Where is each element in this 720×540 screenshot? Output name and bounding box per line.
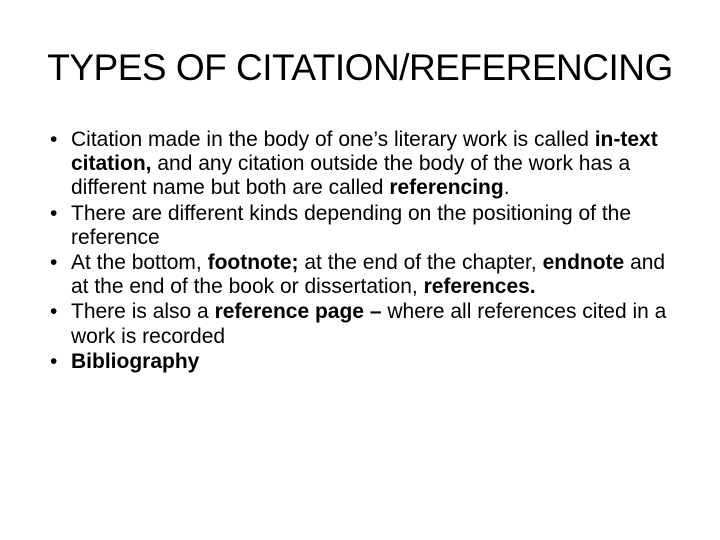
- bold-text: references.: [423, 275, 536, 299]
- text-segment: At the bottom,: [71, 251, 208, 275]
- bold-text: Bibliography: [71, 349, 200, 373]
- bullet-dot-icon: •: [50, 251, 58, 275]
- text-segment: where all references cited in a work is recorded: [71, 300, 667, 348]
- bold-text: reference page –: [214, 300, 382, 324]
- text-segment: and any citation outside the body of the work has a different name but both are called: [71, 152, 631, 200]
- bullet-dot-icon: •: [50, 201, 58, 225]
- bullet-dot-icon: •: [50, 300, 58, 324]
- bullet-item: [50, 251, 680, 299]
- text-segment: There is also a: [71, 300, 215, 324]
- bullet-dot-icon: •: [50, 128, 58, 151]
- bold-text: endnote: [542, 251, 625, 275]
- bullet-item: [50, 350, 680, 374]
- text-segment: and at the end of the book or dissertation,: [71, 251, 666, 299]
- bold-text: referencing: [389, 176, 504, 200]
- text-segment: Citation made in the body of one’s literary work is called: [71, 128, 595, 151]
- bullet-item: [50, 128, 680, 201]
- bullet-list: [50, 128, 680, 375]
- text-segment: .: [503, 176, 510, 200]
- text-segment: There are different kinds depending on the positioning of the reference: [71, 201, 632, 249]
- slide-title: TYPES OF CITATION/REFERENCING: [47, 47, 673, 88]
- text-segment: at the end of the chapter,: [298, 251, 543, 275]
- bold-text: footnote;: [207, 251, 299, 275]
- bullet-item: [50, 202, 680, 250]
- bullet-dot-icon: •: [50, 349, 58, 373]
- bullet-item: [50, 300, 680, 348]
- bold-text: in-text citation,: [71, 128, 658, 176]
